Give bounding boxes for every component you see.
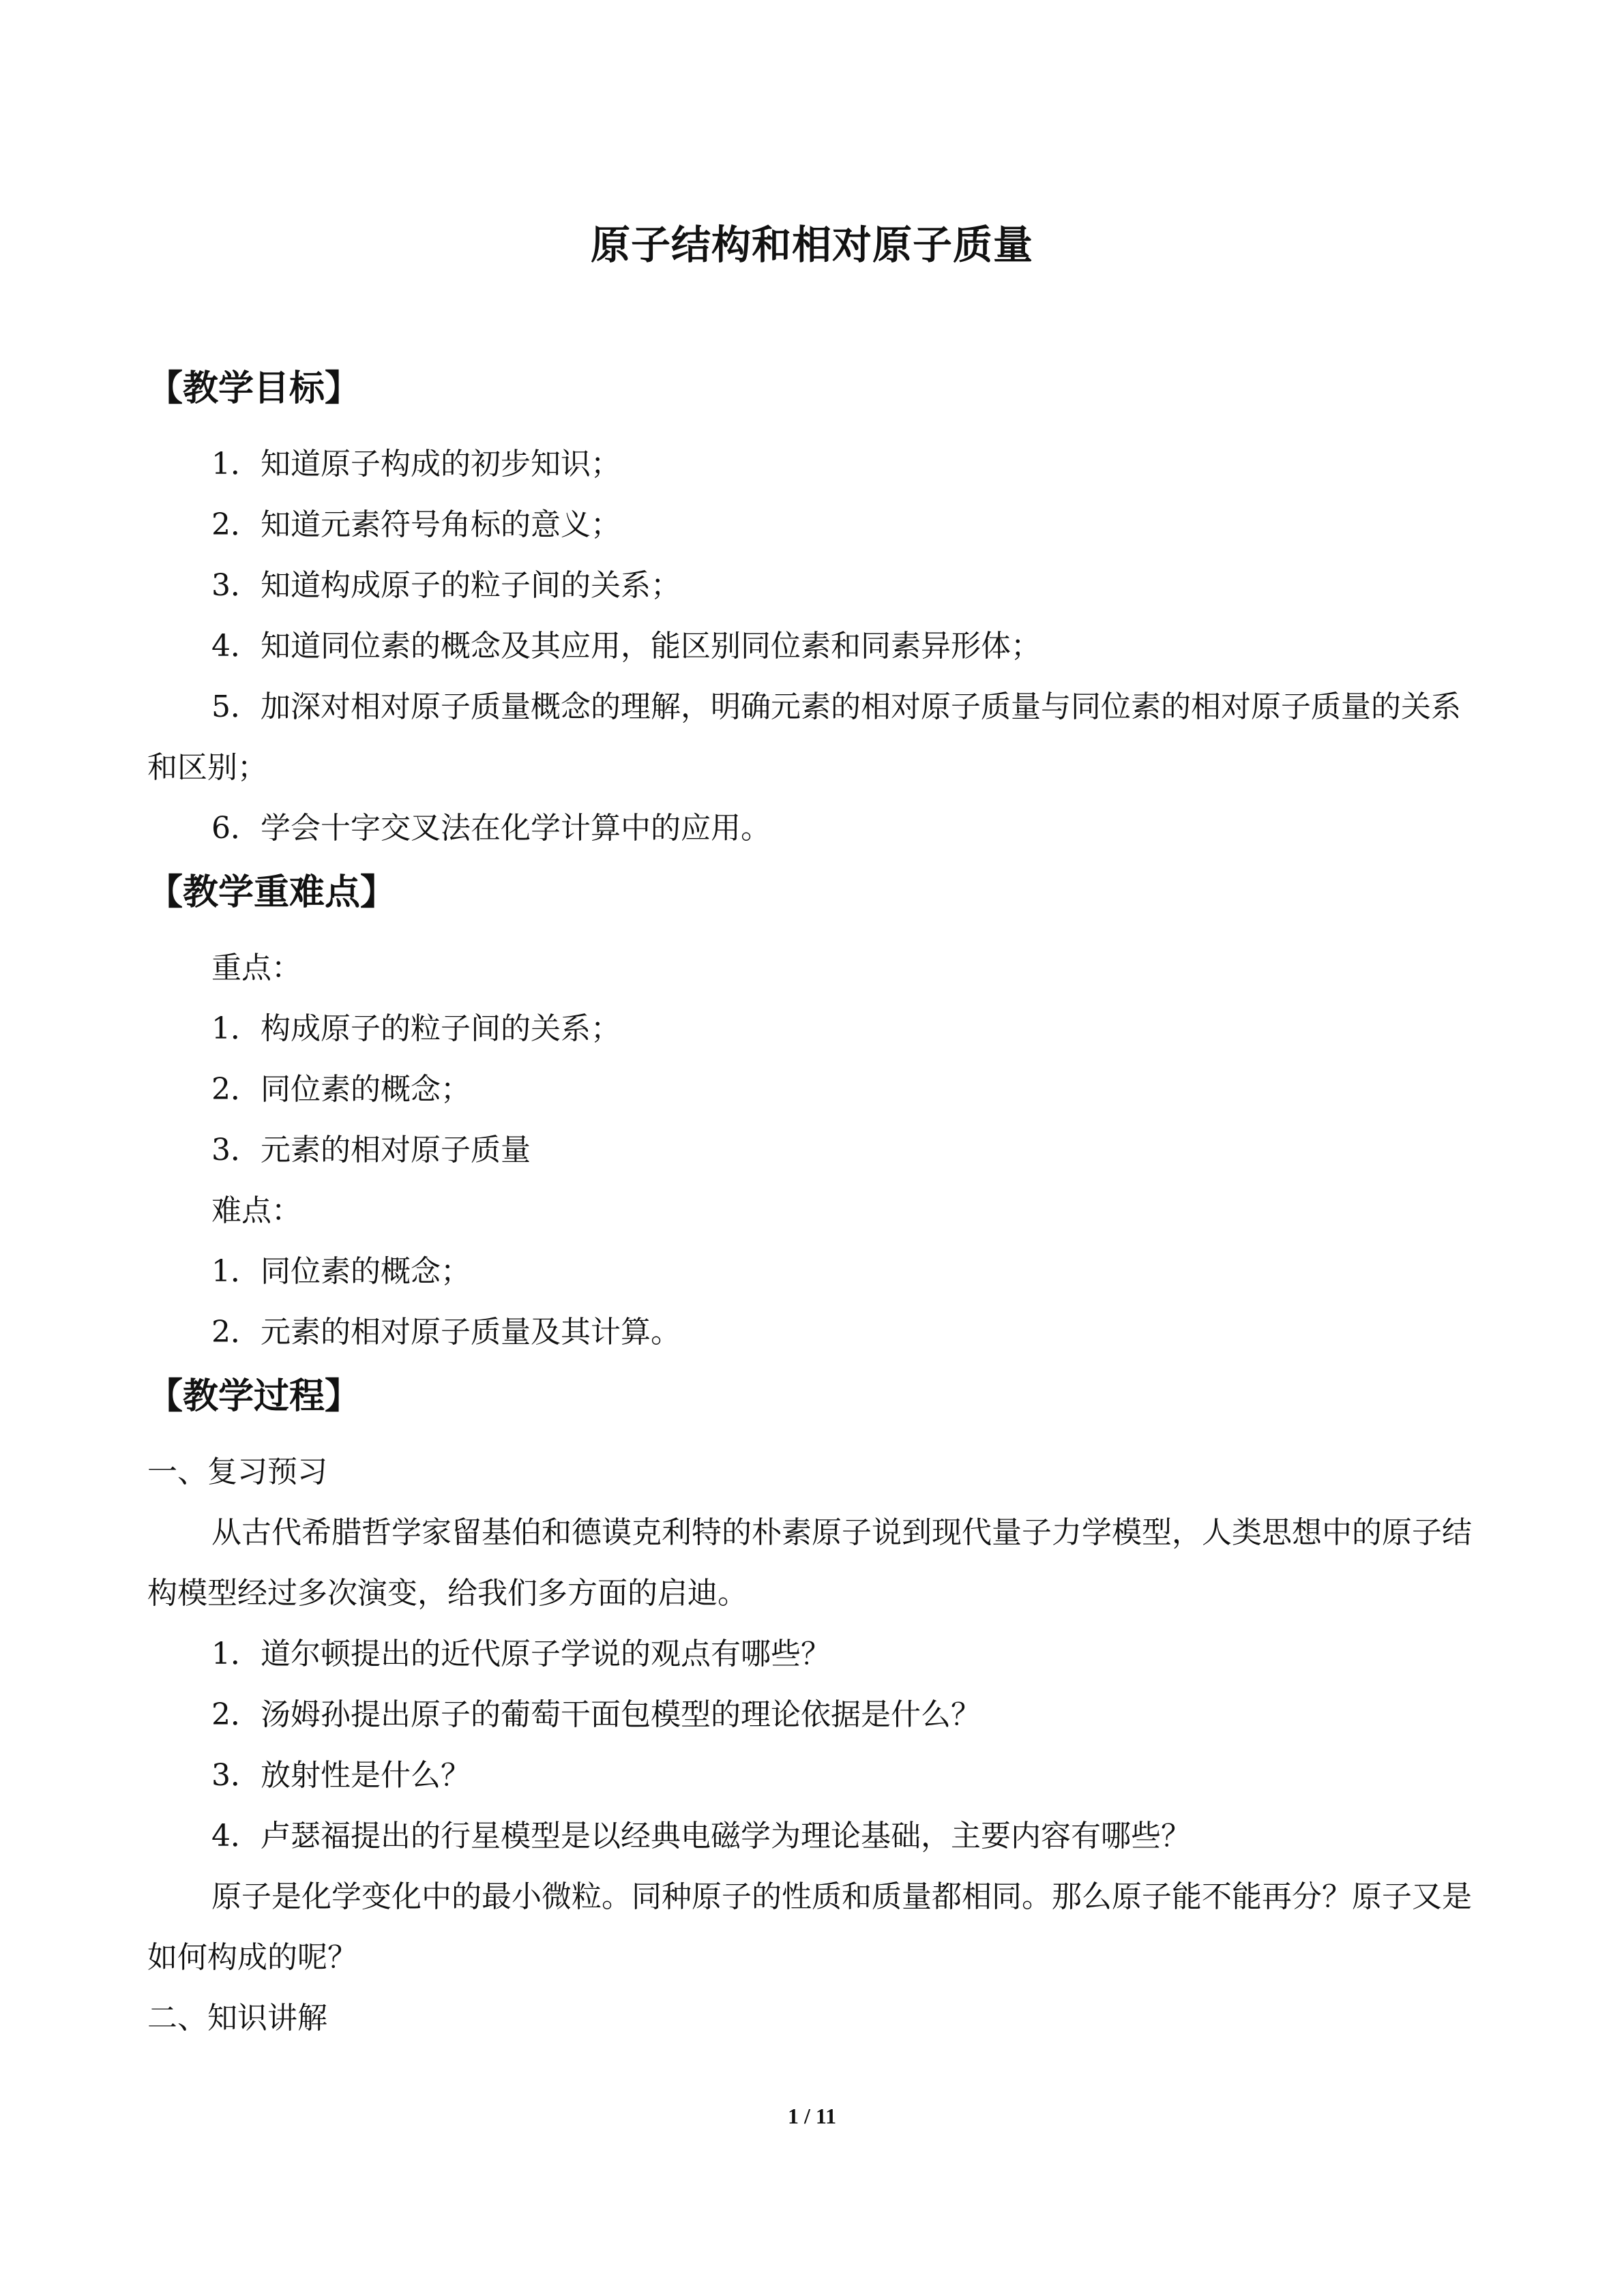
difficulty-label: 难点：: [211, 1193, 301, 1228]
process-part1-intro: 从古代希腊哲学家留基伯和德谟克利特的朴素原子说到现代量子力学模型，人类思想中的原子结构模型经过多次演变，给我们多方面的启迪。: [147, 1515, 1472, 1611]
key-points-block: [147, 938, 1484, 1362]
review-question-4: 4．卢瑟福提出的行星模型是以经典电磁学为理论基础，主要内容有哪些？: [211, 1819, 1191, 1853]
difficulty-item-2: 2．元素的相对原子质量及其计算。: [211, 1315, 681, 1350]
objective-item-6: 6．学会十字交叉法在化学计算中的应用。: [211, 811, 771, 846]
objectives-list: [147, 434, 1484, 859]
section-heading-key-points: 【教学重难点】: [147, 872, 396, 913]
review-question-1: 1．道尔顿提出的近代原子学说的观点有哪些？: [211, 1637, 831, 1671]
process-part2-title: 二、知识讲解: [147, 2001, 327, 2036]
focus-item-2: 2．同位素的概念；: [211, 1072, 471, 1107]
review-question-3: 3．放射性是什么？: [211, 1758, 471, 1793]
focus-item-3: 3．元素的相对原子质量: [211, 1133, 531, 1167]
objective-item-2: 2．知道元素符号角标的意义；: [211, 507, 621, 542]
process-part1-closing: 原子是化学变化中的最小微粒。同种原子的性质和质量都相同。那么原子能不能再分？原子又是如何构成的呢？: [147, 1879, 1472, 1975]
difficulty-item-1: 1．同位素的概念；: [211, 1254, 471, 1289]
document-body: [147, 355, 1484, 2048]
page-number: 1 / 11: [787, 2104, 837, 2128]
section-heading-process: 【教学过程】: [147, 1376, 361, 1417]
section-heading-objectives: 【教学目标】: [147, 368, 361, 409]
objective-item-4: 4．知道同位素的概念及其应用，能区别同位素和同素异形体；: [211, 629, 1041, 664]
objective-item-1: 1．知道原子构成的初步知识；: [211, 447, 621, 481]
review-question-2: 2．汤姆孙提出原子的葡萄干面包模型的理论依据是什么？: [211, 1697, 981, 1732]
process-part1-title: 一、复习预习: [147, 1455, 327, 1489]
process-block: [147, 1442, 1484, 2048]
objective-item-3: 3．知道构成原子的粒子间的关系；: [211, 568, 681, 603]
objective-item-5: 5．加深对相对原子质量概念的理解，明确元素的相对原子质量与同位素的相对原子质量的关系和区别；: [147, 689, 1461, 785]
focus-label: 重点：: [211, 951, 301, 985]
focus-item-1: 1．构成原子的粒子间的关系；: [211, 1011, 621, 1046]
document-title: 原子结构和相对原子质量: [590, 222, 1033, 268]
